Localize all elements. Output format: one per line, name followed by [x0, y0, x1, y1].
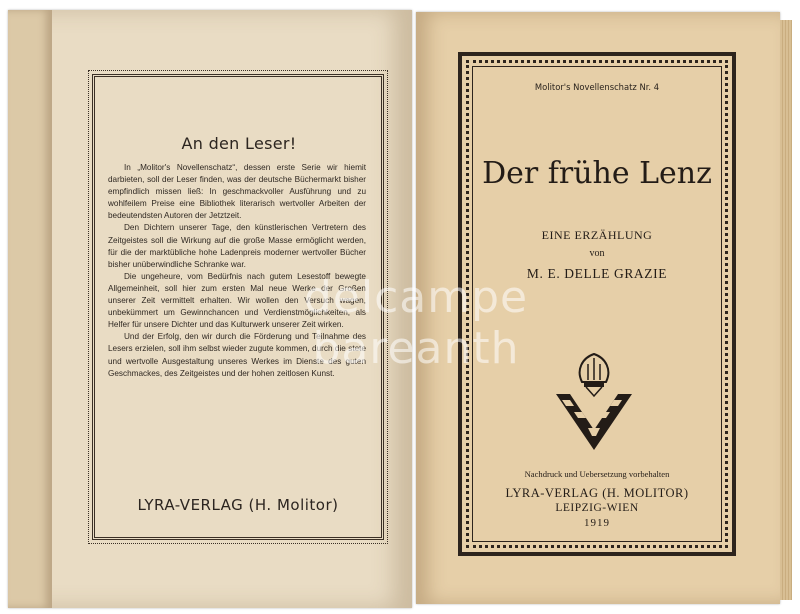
series-label: Molitor's Novellenschatz Nr. 4: [534, 82, 660, 92]
left-page-flap: [8, 10, 52, 608]
publication-place: LEIPZIG-WIEN: [555, 502, 639, 514]
by-label: von: [589, 248, 605, 259]
rights-notice: Nachdruck und Uebersetzung vorbehalten: [524, 469, 670, 479]
paragraph-4: Und der Erfolg, den wir durch die Förderung und Teilnahme des Lesers erzielen, soll ihm selbst wieder zugute kommen, durch die stete und wertvolle Ausgestaltung unseres Werkes im Dienste des guten Geschmackes, des Zeitgeistes und der hohen zeitlosen Kunst.: [108, 332, 366, 378]
left-page-heading: An den Leser!: [181, 134, 297, 153]
paragraph-3: Die ungeheure, vom Bedürfnis nach gutem Lesestoff bewegte Allgemeinheit, soll hier zum ersten Mal neue Werke der Großen unserer Zeit vermittelt erhalten. Wir wollen den Versuch wagen, unbekümmert um Gewinnchancen und Verdienstmöglichkeiten, als Helfer für unsere Dichter und das Kulturwerk unserer Zeit wirken.: [108, 271, 366, 330]
publication-year: 1919: [584, 517, 610, 529]
page-edges: [780, 20, 792, 600]
paragraph-1: In „Molitor's Novellenschatz“, dessen erste Serie wir hiemit darbieten, soll der Leser finden, was der deutsche Büchermarkt bisher empfindlich missen ließ: In geschmackvoller Ausführung und zu wohlfeilem Preise eine Bibliothek literarisch wertvoller Arbeiten der bedeutendsten Autoren der Jetztzeit.: [108, 163, 366, 221]
left-page-publisher: LYRA-VERLAG (H. Molitor): [137, 496, 339, 514]
author-name: M. E. DELLE GRAZIE: [526, 266, 668, 281]
book-subtitle: EINE ERZÄHLUNG: [541, 228, 653, 242]
paragraph-2: Den Dichtern unserer Tage, den künstlerischen Vertretern des Zeitgeistes soll die Wirkung auf die große Masse ermöglicht werden, für die der marktübliche hohe Ladenpreis moderner wertvoller Bücher bisher unüberwindliche Schranke war.: [108, 223, 366, 269]
watermark: delcampe bareanth: [303, 272, 529, 374]
book-title: Der frühe Lenz: [482, 156, 712, 191]
title-page-publisher: LYRA-VERLAG (H. MOLITOR): [505, 486, 689, 500]
